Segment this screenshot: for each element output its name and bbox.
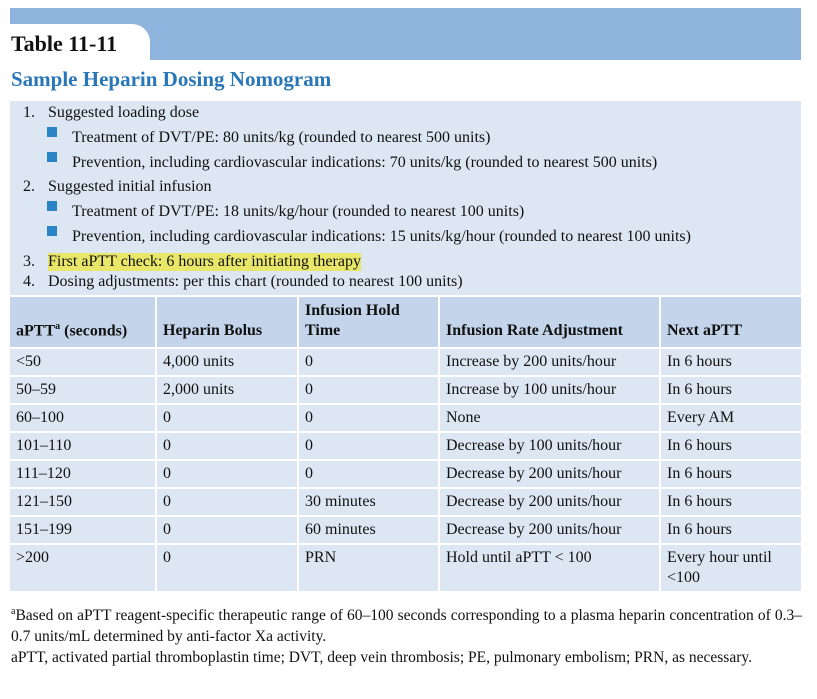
cell-bolus: 0 [156, 516, 298, 544]
cell-rate: None [439, 404, 660, 432]
cell-rate: Decrease by 200 units/hour [439, 516, 660, 544]
cell-aptt: 101–110 [10, 432, 156, 460]
cell-hold-time: 0 [298, 432, 439, 460]
cell-aptt: <50 [10, 348, 156, 376]
col-header-hold-time: Infusion Hold Time [298, 297, 439, 348]
note-1-bullet-2: Prevention, including cardiovascular indications: 70 units/kg (rounded to nearest 500 units) [72, 154, 658, 171]
cell-aptt: 121–150 [10, 488, 156, 516]
cell-rate: Increase by 200 units/hour [439, 348, 660, 376]
cell-aptt: 60–100 [10, 404, 156, 432]
table-row [10, 488, 801, 516]
note-3-number: 3. [23, 253, 35, 270]
cell-aptt: 111–120 [10, 460, 156, 488]
table-title: Sample Heparin Dosing Nomogram [11, 67, 332, 91]
footnote-abbreviations: aPTT, activated partial thromboplastin time; DVT, deep vein thrombosis; PE, pulmonary embolism; PRN, as necessary. [11, 649, 752, 666]
nomogram-table [10, 297, 801, 591]
note-3-text-highlighted: First aPTT check: 6 hours after initiating therapy [48, 253, 361, 270]
col-header-bolus: Heparin Bolus [156, 297, 298, 348]
cell-next: In 6 hours [660, 376, 801, 404]
cell-hold-time: 0 [298, 460, 439, 488]
cell-next: Every AM [660, 404, 801, 432]
footnote-a: $^a$Based on aPTT reagent-specific therapeutic range of 60–100 seconds corresponding to a plasma heparin concentration of 0.3–0.7 units/mL determined by anti-factor Xa activity. [11, 606, 802, 646]
cell-hold-time: PRN [298, 544, 439, 591]
table-header-row [10, 297, 801, 348]
cell-bolus: 2,000 units [156, 376, 298, 404]
cell-aptt: >200 [10, 544, 156, 591]
bullet-square-icon [47, 201, 57, 211]
bullet-square-icon [47, 226, 57, 236]
cell-aptt: 50–59 [10, 376, 156, 404]
table-row [10, 544, 801, 591]
col-header-aptt: aPTT$^a$ (seconds) [10, 297, 156, 348]
table-row [10, 460, 801, 488]
note-1-bullet-1: Treatment of DVT/PE: 80 units/kg (rounded to nearest 500 units) [72, 129, 491, 146]
note-2-bullet-1: Treatment of DVT/PE: 18 units/kg/hour (rounded to nearest 100 units) [72, 203, 525, 220]
table-number: Table 11-11 [11, 31, 118, 56]
note-2-text: Suggested initial infusion [48, 178, 212, 195]
cell-hold-time: 0 [298, 404, 439, 432]
cell-bolus: 0 [156, 488, 298, 516]
bullet-square-icon [47, 152, 57, 162]
bullet-square-icon [47, 127, 57, 137]
col-header-rate: Infusion Rate Adjustment [439, 297, 660, 348]
cell-bolus: 0 [156, 404, 298, 432]
cell-rate: Decrease by 200 units/hour [439, 460, 660, 488]
col-header-next: Next aPTT [660, 297, 801, 348]
note-1-number: 1. [23, 104, 35, 121]
table-row [10, 404, 801, 432]
cell-bolus: 0 [156, 460, 298, 488]
note-4-text: Dosing adjustments: per this chart (rounded to nearest 100 units) [48, 273, 463, 290]
cell-rate: Decrease by 200 units/hour [439, 488, 660, 516]
cell-bolus: 0 [156, 544, 298, 591]
cell-next: In 6 hours [660, 460, 801, 488]
cell-rate: Increase by 100 units/hour [439, 376, 660, 404]
table-row [10, 432, 801, 460]
cell-bolus: 0 [156, 432, 298, 460]
cell-hold-time: 0 [298, 376, 439, 404]
cell-hold-time: 60 minutes [298, 516, 439, 544]
cell-aptt: 151–199 [10, 516, 156, 544]
note-1-text: Suggested loading dose [48, 104, 200, 121]
cell-next: In 6 hours [660, 348, 801, 376]
cell-next: In 6 hours [660, 432, 801, 460]
cell-rate: Decrease by 100 units/hour [439, 432, 660, 460]
cell-next: Every hour until <100 [660, 544, 801, 591]
note-2-bullet-2: Prevention, including cardiovascular indications: 15 units/kg/hour (rounded to nearest 100 units) [72, 228, 691, 245]
table-row [10, 516, 801, 544]
note-2-number: 2. [23, 178, 35, 195]
note-4-number: 4. [23, 273, 35, 290]
cell-next: In 6 hours [660, 488, 801, 516]
cell-hold-time: 30 minutes [298, 488, 439, 516]
cell-rate: Hold until aPTT < 100 [439, 544, 660, 591]
cell-hold-time: 0 [298, 348, 439, 376]
table-row [10, 376, 801, 404]
cell-next: In 6 hours [660, 516, 801, 544]
cell-bolus: 4,000 units [156, 348, 298, 376]
table-row [10, 348, 801, 376]
